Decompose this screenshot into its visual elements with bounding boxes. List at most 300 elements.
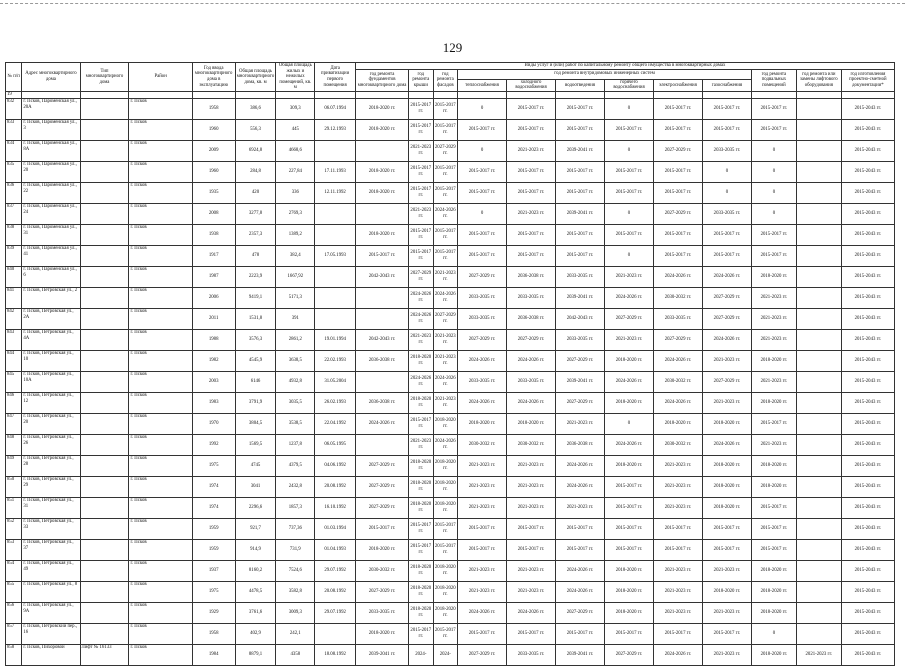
cell-elec: 2015-2017 гг. (653, 182, 702, 203)
cell-base: 2015-2017 гг. (751, 539, 796, 560)
cell-base: 2018-2020 гг. (751, 560, 796, 581)
cell-addr: г. Псков, Петровская ул., 10 (22, 350, 80, 371)
cell-district: г. Псков (129, 560, 192, 581)
cell-area: 402,9 (235, 623, 276, 644)
cell-gas: 2033-2035 гг. (702, 203, 751, 224)
cell-drain: 2015-2017 гг. (556, 224, 605, 245)
cell-hot: 0 (605, 140, 654, 161)
cell-elec: 2015-2017 гг. (653, 119, 702, 140)
cell-addr: г. Псков, Пароменская ул., 20 (22, 161, 80, 182)
cell-facade: 2015-2017 гг. (433, 539, 457, 560)
cell-living: 336 (276, 182, 315, 203)
cell-lift (796, 602, 841, 623)
cell-psd: 2015-2043 гг. (841, 371, 894, 392)
cell-district: г. Псков (129, 602, 192, 623)
cell-type (80, 161, 129, 182)
cell-found: 2018-2020 гг. (356, 224, 409, 245)
cell-roof: 2018-2020 гг. (409, 392, 433, 413)
cell-found: 2018-2020 гг. (356, 119, 409, 140)
cell-drain: 2021-2023 гг. (556, 413, 605, 434)
cell-roof: 2018-2020 гг. (409, 497, 433, 518)
cell-year: 1975 (192, 455, 235, 476)
table-row (6, 140, 895, 161)
cell-year: 1970 (192, 413, 235, 434)
cell-facade: 2018-2020 гг. (433, 497, 457, 518)
cell-heat: 2021-2023 гг. (458, 476, 507, 497)
cell-found: 2024-2026 гг. (356, 413, 409, 434)
cell-n: 839 (6, 245, 22, 266)
cell-psd: 2015-2043 гг. (841, 119, 894, 140)
cell-heat: 2027-2029 гг. (458, 329, 507, 350)
cell-area: 8160,2 (235, 560, 276, 581)
cell-psd: 2015-2043 гг. (841, 455, 894, 476)
header-total-area: Общая площадь многоквартирного дома, кв. м (235, 63, 276, 92)
cell-year: 1935 (192, 182, 235, 203)
cell-priv: 04.06.1992 (315, 455, 356, 476)
cell-living: 5171,3 (276, 287, 315, 308)
cell-found: 2018-2020 гг. (356, 623, 409, 644)
cell-type (80, 329, 129, 350)
cell-living: 3538,5 (276, 413, 315, 434)
cell-psd: 2015-2043 гг. (841, 434, 894, 455)
cell-priv: 16.10.1992 (315, 497, 356, 518)
cell-district: г. Псков (129, 329, 192, 350)
cell-elec: 2015-2017 гг. (653, 539, 702, 560)
cell-facade: 2024- (433, 644, 457, 665)
cell-heat: 2027-2029 гг. (458, 644, 507, 665)
cell-living: 1857,3 (276, 497, 315, 518)
cell-found: 2033-2035 гг. (356, 602, 409, 623)
cell-living: 3638,5 (276, 350, 315, 371)
table-row (6, 413, 895, 434)
cell-n: 841 (6, 287, 22, 308)
header-living-area: Общая площадь жилых и нежилых помещений, кв. м (276, 63, 315, 92)
cell-gas: 2015-2017 гг. (702, 119, 751, 140)
cell-living: 227,84 (276, 161, 315, 182)
table-row (6, 245, 895, 266)
cell-hot: 2018-2020 гг. (605, 560, 654, 581)
cell-facade: 2024-2026 гг. (433, 287, 457, 308)
cell-district: г. Псков (129, 518, 192, 539)
cell-base: 2018-2020 гг. (751, 266, 796, 287)
cell-roof: 2015-2017 гг. (409, 98, 433, 119)
cell-gas: 2015-2017 гг. (702, 539, 751, 560)
cell-roof: 2015-2017 гг. (409, 413, 433, 434)
cell-living: 2861,2 (276, 329, 315, 350)
cell-psd: 2015-2043 гг. (841, 413, 894, 434)
cell-year: 1937 (192, 560, 235, 581)
cell-roof: 2015-2017 гг. (409, 245, 433, 266)
cell-drain: 2015-2017 гг. (556, 98, 605, 119)
cell-found: 2018-2020 гг. (356, 161, 409, 182)
cell-hot: 0 (605, 245, 654, 266)
cell-living: 1667,92 (276, 266, 315, 287)
cell-found: 2015-2017 гг. (356, 518, 409, 539)
cell-area: 3791,9 (235, 392, 276, 413)
cell-year: 2008 (192, 203, 235, 224)
cell-living: 309,3 (276, 98, 315, 119)
cell-roof: 2015-2017 гг. (409, 161, 433, 182)
cell-year: 1958 (192, 98, 235, 119)
cell-facade: 2018-2020 гг. (433, 560, 457, 581)
cell-type (80, 581, 129, 602)
cell-cold: 2015-2017 гг. (507, 182, 556, 203)
cell-priv: 06.05.1995 (315, 434, 356, 455)
cell-heat: 2024-2026 гг. (458, 392, 507, 413)
cell-drain: 2024-2026 гг. (556, 581, 605, 602)
cell-hot: 2015-2017 гг. (605, 497, 654, 518)
table-row (6, 560, 895, 581)
cell-priv: 17.11.1993 (315, 161, 356, 182)
table-row (6, 455, 895, 476)
cell-found (356, 287, 409, 308)
cell-year: 1917 (192, 245, 235, 266)
cell-gas: 2024-2026 гг. (702, 266, 751, 287)
cell-base: 2015-2017 гг. (751, 119, 796, 140)
cell-lift (796, 266, 841, 287)
cell-elec: 2015-2017 гг. (653, 224, 702, 245)
cell-type (80, 203, 129, 224)
cell-base: 0 (751, 140, 796, 161)
cell-base: 0 (751, 203, 796, 224)
cell-year: 1982 (192, 350, 235, 371)
cell-heat: 2015-2017 гг. (458, 539, 507, 560)
cell-base: 2015-2017 гг. (751, 413, 796, 434)
cell-drain: 2039-2041 гг. (556, 644, 605, 665)
cell-drain: 2039-2041 гг. (556, 371, 605, 392)
cell-heat: 2024-2026 гг. (458, 602, 507, 623)
cell-gas: 2015-2017 гг. (702, 245, 751, 266)
cell-living: 445 (276, 119, 315, 140)
cell-addr: г. Псков, Петровская ул., 10А (22, 371, 80, 392)
cell-area: 6146 (235, 371, 276, 392)
cell-elec: 2021-2023 гг. (653, 560, 702, 581)
table-row (6, 203, 895, 224)
cell-psd: 2015-2043 гг. (841, 560, 894, 581)
cell-area: 1569,5 (235, 434, 276, 455)
cell-living: 3009,3 (276, 602, 315, 623)
cell-drain: 2015-2017 гг. (556, 623, 605, 644)
cell-priv: 31.05.2004 (315, 371, 356, 392)
cell-n: 850 (6, 476, 22, 497)
cell-hot: 2015-2017 гг. (605, 476, 654, 497)
cell-addr: г. Псков, Петровская ул., 29 (22, 476, 80, 497)
cell-year: 2011 (192, 308, 235, 329)
cell-lift (796, 203, 841, 224)
cell-n: 852 (6, 518, 22, 539)
cell-district: г. Псков (129, 98, 192, 119)
cell-area: 3804,5 (235, 413, 276, 434)
cell-district: г. Псков (129, 497, 192, 518)
cell-area: 6924,8 (235, 140, 276, 161)
cell-district: г. Псков (129, 350, 192, 371)
cell-area: 4545,9 (235, 350, 276, 371)
cell-area: 914,9 (235, 539, 276, 560)
cell-found (356, 203, 409, 224)
cell-priv (315, 140, 356, 161)
cell-heat: 2033-2035 гг. (458, 308, 507, 329)
cell-area: 1531,8 (235, 308, 276, 329)
cell-area: 284,8 (235, 161, 276, 182)
cell-living: 4668,6 (276, 140, 315, 161)
cell-n: 847 (6, 413, 22, 434)
cell-type (80, 98, 129, 119)
cell-living: 4358 (276, 644, 315, 665)
cell-elec: 2021-2023 гг. (653, 497, 702, 518)
cell-type (80, 224, 129, 245)
cell-lift (796, 329, 841, 350)
page-number: 129 (442, 40, 463, 55)
cell-facade: 2015-2017 гг. (433, 98, 457, 119)
cell-living: 4379,5 (276, 455, 315, 476)
cell-base: 2018-2020 гг. (751, 581, 796, 602)
cell-type (80, 497, 129, 518)
table-row (6, 308, 895, 329)
table-row (6, 119, 895, 140)
cell-drain: 2033-2035 гг. (556, 329, 605, 350)
cell-lift (796, 560, 841, 581)
table-row (6, 287, 895, 308)
cell-addr: г. Псков, Петровская ул., 9А (22, 602, 80, 623)
cell-cold: 2015-2017 гг. (507, 623, 556, 644)
cell-psd: 2015-2043 гг. (841, 266, 894, 287)
cell-gas: 2027-2029 гг. (702, 308, 751, 329)
cell-heat: 2027-2029 гг. (458, 266, 507, 287)
cell-year: 1984 (192, 644, 235, 665)
cell-area: 3277,8 (235, 203, 276, 224)
cell-facade: 2024-2026 гг. (433, 203, 457, 224)
cell-psd: 2015-2043 гг. (841, 98, 894, 119)
cell-found: 2030-2032 гг. (356, 560, 409, 581)
cell-type (80, 245, 129, 266)
cell-elec: 2033-2035 гг. (653, 308, 702, 329)
cell-base: 2021-2023 гг. (751, 329, 796, 350)
cell-psd: 2015-2043 гг. (841, 350, 894, 371)
cell-psd: 2015-2043 гг. (841, 140, 894, 161)
cell-addr: г. Псков, Пароменская ул., 22 (22, 182, 80, 203)
column-number-row (6, 91, 895, 98)
cell-drain: 2015-2017 гг. (556, 161, 605, 182)
cell-psd: 2015-2043 гг. (841, 602, 894, 623)
cell-facade: 2015-2017 гг. (433, 245, 457, 266)
cell-gas: 2018-2020 гг. (702, 413, 751, 434)
cell-n: 833 (6, 119, 22, 140)
cell-priv: 01.04.1993 (315, 539, 356, 560)
cell-hot: 0 (605, 98, 654, 119)
cell-hot: 2018-2020 гг. (605, 581, 654, 602)
header-num: № п/п (6, 63, 22, 92)
cell-priv (315, 203, 356, 224)
cell-addr: г. Псков, Пароменская ул., 8А (22, 140, 80, 161)
cell-psd: 2015-2043 гг. (841, 182, 894, 203)
cell-type (80, 119, 129, 140)
cell-hot: 2015-2017 гг. (605, 161, 654, 182)
cell-base: 2018-2020 гг. (751, 602, 796, 623)
cell-heat: 2021-2023 гг. (458, 497, 507, 518)
header-systems-group: год ремонта внутридомовых инженерных систем (458, 69, 752, 79)
cell-district: г. Псков (129, 623, 192, 644)
cell-year: 1974 (192, 476, 235, 497)
cell-type (80, 287, 129, 308)
cell-cold: 2030-2032 гг. (507, 434, 556, 455)
cell-found: 2027-2029 гг. (356, 497, 409, 518)
cell-facade: 2015-2017 гг. (433, 518, 457, 539)
cell-roof: 2015-2017 гг. (409, 224, 433, 245)
cell-gas: 2021-2023 гг. (702, 392, 751, 413)
cell-found: 2039-2041 гг. (356, 644, 409, 665)
cell-heat: 2015-2017 гг. (458, 518, 507, 539)
cell-type (80, 182, 129, 203)
cell-roof: 2024- (409, 644, 433, 665)
cell-facade: 2021-2023 гг. (433, 266, 457, 287)
cell-gas: 2015-2017 гг. (702, 518, 751, 539)
cell-elec: 2027-2029 гг. (653, 203, 702, 224)
cell-roof: 2021-2023 гг. (409, 329, 433, 350)
cell-lift (796, 434, 841, 455)
header-foundations: год ремонта фундаментов многоквартирного дома (356, 69, 409, 91)
cell-n: 851 (6, 497, 22, 518)
cell-n: 837 (6, 203, 22, 224)
table-row (6, 623, 895, 644)
cell-roof: 2018-2020 гг. (409, 455, 433, 476)
cell-district: г. Псков (129, 308, 192, 329)
cell-psd: 2015-2043 гг. (841, 644, 894, 665)
cell-cold: 2015-2017 гг. (507, 98, 556, 119)
cell-base: 2018-2020 гг. (751, 392, 796, 413)
cell-year: 1988 (192, 329, 235, 350)
cell-roof: 2027-2029 гг. (409, 266, 433, 287)
cell-drain: 2015-2017 гг. (556, 518, 605, 539)
cell-n: 853 (6, 539, 22, 560)
cell-district: г. Псков (129, 287, 192, 308)
cell-lift (796, 350, 841, 371)
cell-area: 3576,3 (235, 329, 276, 350)
cell-heat: 2018-2020 гг. (458, 413, 507, 434)
cell-gas: 2015-2017 гг. (702, 623, 751, 644)
cell-heat: 2015-2017 гг. (458, 182, 507, 203)
cell-hot: 0 (605, 203, 654, 224)
cell-area: 386,6 (235, 98, 276, 119)
cell-year: 1992 (192, 434, 235, 455)
table-row (6, 98, 895, 119)
cell-year: 1983 (192, 392, 235, 413)
cell-elec: 2030-2032 гг. (653, 371, 702, 392)
cell-drain: 2015-2017 гг. (556, 539, 605, 560)
cell-type (80, 518, 129, 539)
cell-n: 856 (6, 602, 22, 623)
cell-gas: 2027-2029 гг. (702, 287, 751, 308)
cell-gas: 2021-2023 гг. (702, 350, 751, 371)
cell-district: г. Псков (129, 413, 192, 434)
cell-drain: 2015-2017 гг. (556, 245, 605, 266)
cell-heat: 2021-2023 гг. (458, 455, 507, 476)
cell-base: 0 (751, 161, 796, 182)
cell-district: г. Псков (129, 245, 192, 266)
cell-year: 1958 (192, 623, 235, 644)
cell-living: 3582,8 (276, 581, 315, 602)
cell-drain: 2039-2041 гг. (556, 203, 605, 224)
cell-priv: 20.08.1992 (315, 581, 356, 602)
cell-living: 4932,8 (276, 371, 315, 392)
cell-found: 2042-2043 гг. (356, 266, 409, 287)
cell-cold: 2033-2035 гг. (507, 644, 556, 665)
cell-lift (796, 140, 841, 161)
cell-drain: 2027-2029 гг. (556, 602, 605, 623)
cell-elec: 2030-2032 гг. (653, 434, 702, 455)
cell-year: 1975 (192, 581, 235, 602)
header-district: Район (129, 63, 192, 92)
cell-elec: 2024-2026 гг. (653, 266, 702, 287)
cell-district: г. Псков (129, 644, 192, 665)
cell-addr: г. Псков, Петровская ул., 49 (22, 560, 80, 581)
table-row (6, 371, 895, 392)
cell-found: 2018-2020 гг. (356, 539, 409, 560)
cell-hot: 2024-2026 гг. (605, 371, 654, 392)
cell-lift (796, 413, 841, 434)
cell-hot: 2015-2017 гг. (605, 623, 654, 644)
cell-cold: 2015-2017 гг. (507, 224, 556, 245)
cell-psd: 2015-2043 гг. (841, 476, 894, 497)
cell-psd: 2015-2043 гг. (841, 581, 894, 602)
cell-hot: 2015-2017 гг. (605, 539, 654, 560)
cell-heat: 0 (458, 140, 507, 161)
cell-year: 1960 (192, 119, 235, 140)
cell-elec: 2015-2017 гг. (653, 245, 702, 266)
cell-psd: 2015-2043 гг. (841, 245, 894, 266)
cell-area: 556,3 (235, 119, 276, 140)
cell-n: 840 (6, 266, 22, 287)
cell-addr: г. Псков, Петровский пер., 16 (22, 623, 80, 644)
header-facade: год ремонта фасадов (433, 69, 457, 91)
cell-hot: 0 (605, 413, 654, 434)
cell-lift (796, 476, 841, 497)
cell-elec: 2021-2023 гг. (653, 581, 702, 602)
cell-addr: г. Псков, Пароменская ул., 31 (22, 224, 80, 245)
cell-base: 2018-2020 гг. (751, 350, 796, 371)
cell-living: 731,9 (276, 539, 315, 560)
header-psd: год изготовления проектно-сметной документации* (841, 69, 894, 91)
cell-type (80, 560, 129, 581)
cell-roof: 2021-2023 гг. (409, 140, 433, 161)
cell-cold: 2024-2026 гг. (507, 350, 556, 371)
cell-living: 1389,2 (276, 224, 315, 245)
cell-priv: 29.07.1992 (315, 560, 356, 581)
cell-n: 838 (6, 224, 22, 245)
cell-cold: 2021-2023 гг. (507, 203, 556, 224)
cell-cold: 2021-2023 гг. (507, 455, 556, 476)
cell-hot: 2018-2020 гг. (605, 350, 654, 371)
cell-cold: 2036-2038 гг. (507, 266, 556, 287)
cell-elec: 2015-2017 гг. (653, 161, 702, 182)
cell-gas: 2021-2023 гг. (702, 560, 751, 581)
cell-facade: 2015-2017 гг. (433, 161, 457, 182)
cell-gas: 2018-2020 гг. (702, 497, 751, 518)
cell-elec: 2015-2017 гг. (653, 623, 702, 644)
cell-type: Лифт № 16133 (80, 644, 129, 665)
cell-base: 0 (751, 182, 796, 203)
cell-base: 2021-2023 гг. (751, 287, 796, 308)
cell-priv: 29.07.1992 (315, 602, 356, 623)
header-cold-water: холодного водоснабжения (507, 79, 556, 91)
cell-gas: 2015-2017 гг. (702, 98, 751, 119)
cell-elec: 2024-2026 гг. (653, 350, 702, 371)
cell-n: 844 (6, 350, 22, 371)
cell-n: 845 (6, 371, 22, 392)
cell-type (80, 413, 129, 434)
cell-type (80, 392, 129, 413)
cell-found (356, 140, 409, 161)
cell-district: г. Псков (129, 266, 192, 287)
